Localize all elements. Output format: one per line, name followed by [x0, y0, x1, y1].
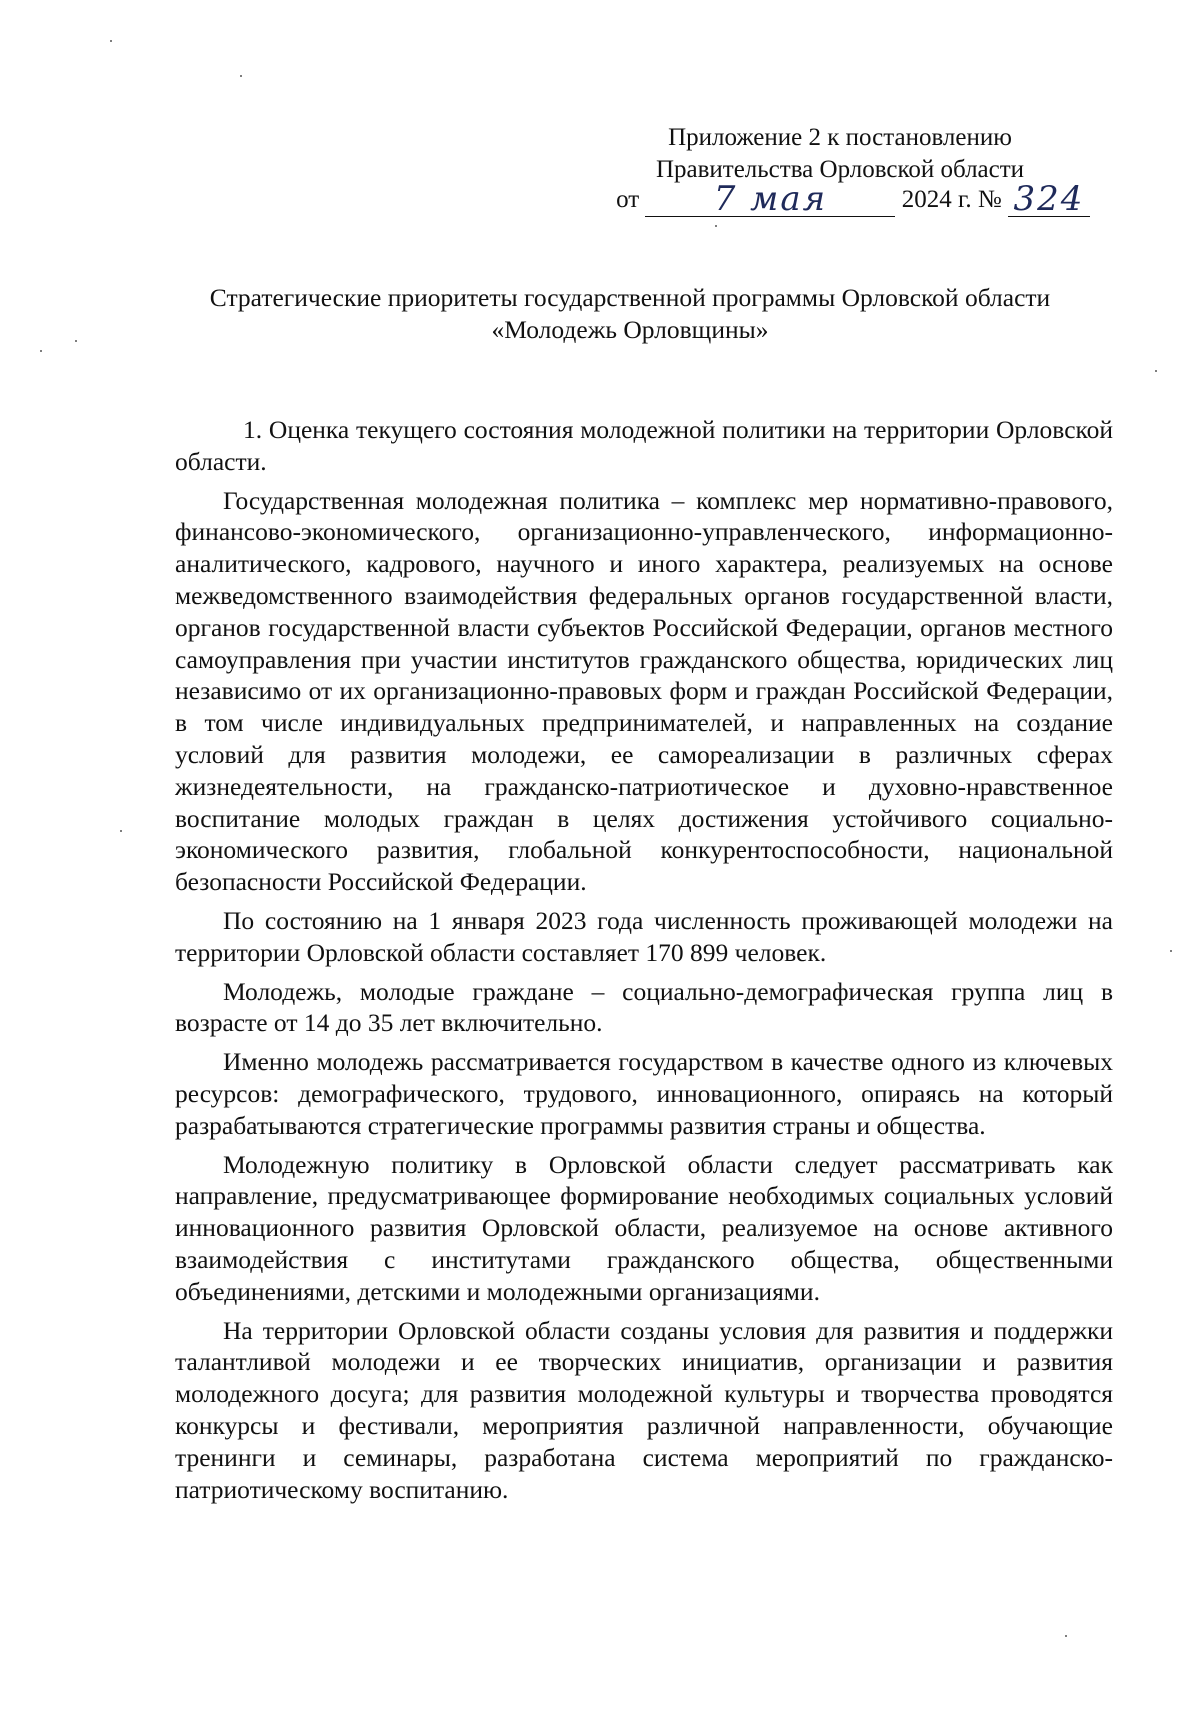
scan-speck: [240, 75, 242, 77]
paragraph: Молодежную политику в Орловской области следует рассматривать как направление, предусматривающее формирование необходимых социальных условий инновационного развития Орловской области, реализуемое на основе активного взаимодействия с институтами гражданского общества, общественными объединениями, детскими и молодежными организациями.: [175, 1149, 1113, 1306]
document-title: [150, 282, 1110, 346]
title-line-2: «Молодежь Орловщины»: [491, 315, 769, 344]
paragraph: На территории Орловской области созданы условия для развития и поддержки талантливой молодежи и ее творческих инициатив, организации и развития молодежного досуга; для развития молодежной культуры и творчества проводятся конкурсы и фестивали, мероприятия различной направленности, обучающие тренинги и семинары, разработана система мероприятий по гражданско-патриотическому воспитанию.: [175, 1315, 1113, 1504]
number-blank: [1008, 179, 1090, 219]
paragraph: Государственная молодежная политика – комплекс мер нормативно-правового, финансово-экономического, организационно-управленческого, информационно-аналитического, кадрового, научного и иного характера, реализуемых на основе межведомственного взаимодействия федеральных органов государственной власти, органов государственной власти субъектов Российской Федерации, органов местного самоуправления при участии институтов гражданского общества, юридических лиц независимо от их организационно-правовых форм и граждан Российской Федерации, в том числе индивидуальных предпринимателей, и направленных на создание условий для развития молодежи, ее самореализации в различных сферах жизнедеятельности, на гражданско-патриотическое и духовно-нравственное воспитание молодых граждан в целях достижения устойчивого социально-экономического развития, глобальной конкурентоспособности, национальной безопасности Российской Федерации.: [175, 485, 1113, 897]
handwritten-date: 7 мая: [713, 179, 828, 219]
government-label: Правительства Орловской области: [655, 156, 1025, 183]
scan-speck: [1155, 370, 1157, 372]
paragraph: Молодежь, молодые граждане – социально-демографическая группа лиц в возрасте от 14 до 35 лет включительно.: [175, 976, 1113, 1038]
scan-speck: [1065, 1635, 1067, 1637]
date-line: [590, 179, 1090, 219]
document-body: [175, 414, 1113, 1512]
paragraph: Именно молодежь рассматривается государством в качестве одного из ключевых ресурсов: демографического, трудового, инновационного, опираясь на который разрабатываются стратегические программы развития страны и общества.: [175, 1047, 1113, 1140]
appendix-label: Приложение 2 к постановлению: [668, 124, 1012, 151]
scan-speck: [75, 340, 77, 342]
scan-speck: [1170, 950, 1172, 952]
paragraph: По состоянию на 1 января 2023 года численность проживающей молодежи на территории Орловской области составляет 170 899 человек.: [175, 905, 1113, 967]
handwritten-number: 324: [1013, 179, 1085, 219]
section-heading: 1. Оценка текущего состояния молодежной политики на территории Орловской области.: [175, 415, 1113, 476]
title-line-1: Стратегические приоритеты государственной программы Орловской области: [209, 283, 1051, 312]
scan-speck: [120, 830, 122, 832]
date-blank: [645, 179, 895, 219]
scan-speck: [110, 40, 112, 42]
appendix-header: [590, 122, 1090, 217]
scan-speck: [40, 350, 42, 352]
scan-speck: [715, 225, 717, 227]
from-label: от: [616, 186, 640, 213]
year-number-label: 2024 г. №: [901, 186, 1002, 213]
